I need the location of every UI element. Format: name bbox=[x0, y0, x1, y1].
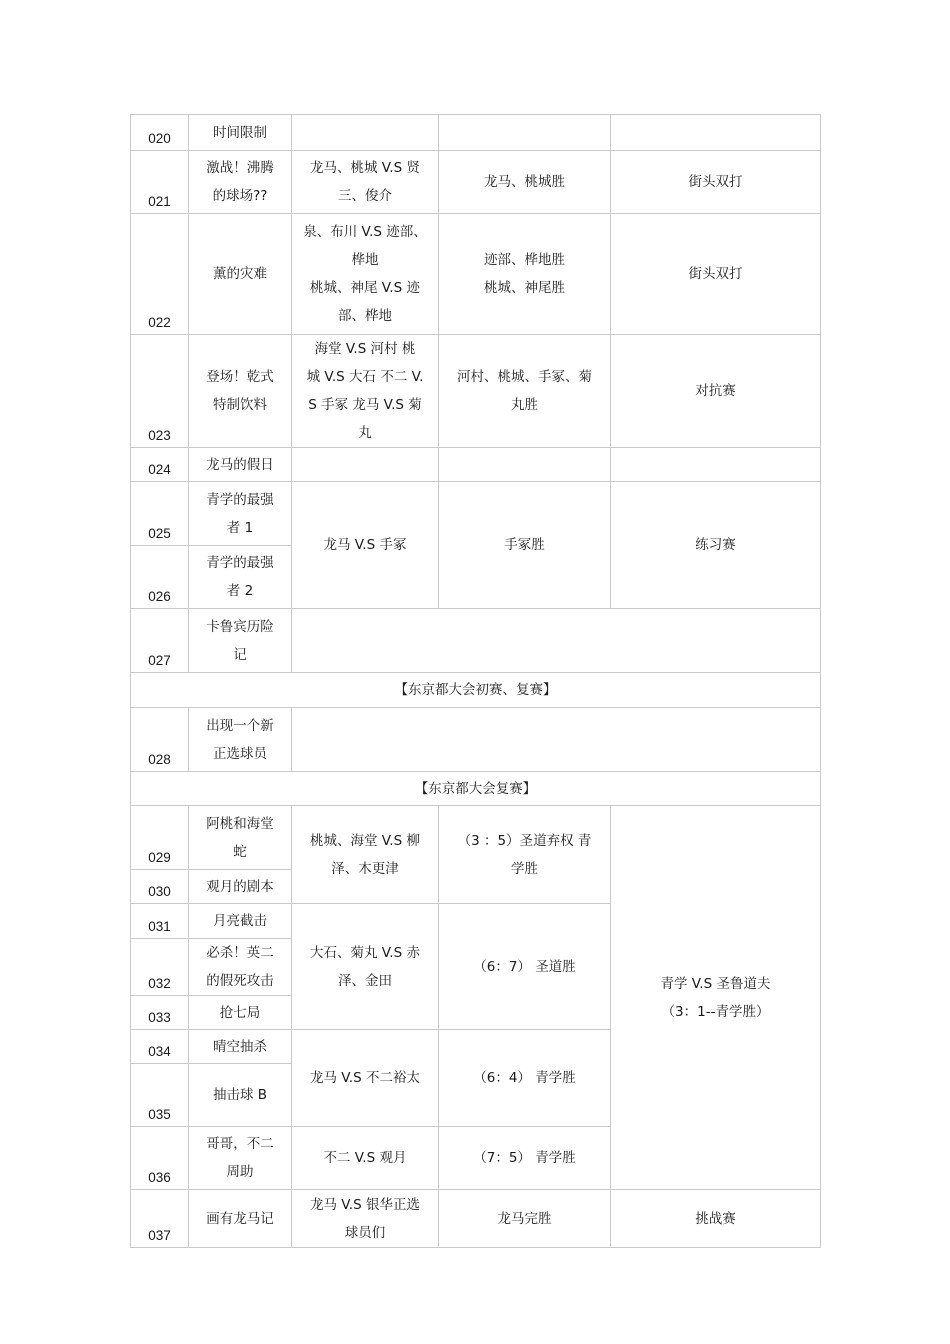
episode-title bbox=[189, 151, 292, 214]
result-cell bbox=[439, 1190, 611, 1248]
cell-line: 龙马 V.S 手冢 bbox=[323, 537, 407, 553]
cell-line: 大石、菊丸 V.S 赤 bbox=[310, 944, 420, 961]
result-cell bbox=[439, 151, 611, 214]
episode-table-body bbox=[131, 115, 821, 1248]
match-cell bbox=[292, 904, 439, 1030]
result-cell bbox=[439, 1127, 611, 1190]
cell-line: 街头双打 bbox=[688, 174, 743, 190]
cell-line: 画有龙马记 bbox=[206, 1210, 274, 1227]
cell-line: 观月的剧本 bbox=[206, 878, 274, 895]
episode-number: 020 bbox=[131, 115, 189, 151]
section-header: 【东京都大会初赛、复赛】 bbox=[131, 673, 821, 708]
episode-title bbox=[189, 1190, 292, 1248]
cell-line: 学胜 bbox=[511, 860, 538, 877]
cell-line: 三、俊介 bbox=[338, 188, 392, 204]
table-row bbox=[131, 708, 821, 772]
match-cell bbox=[292, 1190, 439, 1248]
cell-line: （7：5） 青学胜 bbox=[473, 1150, 576, 1166]
match-cell bbox=[292, 115, 439, 151]
table-row bbox=[131, 609, 821, 673]
episode-title bbox=[189, 1127, 292, 1190]
episode-title bbox=[189, 448, 292, 482]
match-cell bbox=[292, 335, 439, 448]
episode-number: 021 bbox=[131, 151, 189, 214]
type-cell bbox=[611, 151, 821, 214]
cell-line: 不二 V.S 观月 bbox=[323, 1150, 407, 1166]
summary-line: 青学 V.S 圣鲁道夫 bbox=[660, 975, 771, 992]
cell-line: 晴空抽杀 bbox=[213, 1038, 267, 1055]
empty-cell bbox=[292, 609, 821, 673]
episode-number: 026 bbox=[131, 546, 189, 609]
cell-line: 抽击球 B bbox=[212, 1087, 268, 1103]
cell-line: 登场！乾式 bbox=[206, 369, 274, 385]
cell-line: 阿桃和海堂 bbox=[206, 815, 274, 832]
cell-line: 城 V.S 大石 不二 V. bbox=[306, 369, 424, 385]
cell-line: 特制饮料 bbox=[213, 397, 267, 413]
episode-title bbox=[189, 1030, 292, 1064]
cell-line: （6：7） 圣道胜 bbox=[473, 958, 576, 975]
cell-line: 桃城、海堂 V.S 柳 bbox=[310, 832, 420, 849]
cell-line: 抢七局 bbox=[219, 1004, 261, 1021]
cell-line: 青学的最强 bbox=[206, 555, 274, 571]
result-cell bbox=[439, 448, 611, 482]
episode-title bbox=[189, 996, 292, 1030]
cell-line: 泽、金田 bbox=[338, 972, 392, 989]
episode-title bbox=[189, 609, 292, 673]
type-cell bbox=[611, 115, 821, 151]
result-cell bbox=[439, 904, 611, 1030]
episode-number: 025 bbox=[131, 482, 189, 546]
episode-title bbox=[189, 115, 292, 151]
cell-line: 龙马完胜 bbox=[497, 1210, 552, 1227]
cell-line: 卡鲁宾历险 bbox=[206, 618, 274, 635]
cell-line: （3 ：5）圣道弃权 青 bbox=[457, 832, 592, 849]
episode-number: 024 bbox=[131, 448, 189, 482]
match-cell bbox=[292, 482, 439, 609]
cell-line: 练习赛 bbox=[695, 537, 736, 553]
result-cell bbox=[439, 214, 611, 335]
table-row bbox=[131, 482, 821, 546]
episode-number: 035 bbox=[131, 1064, 189, 1127]
episode-number: 022 bbox=[131, 214, 189, 335]
result-cell bbox=[439, 806, 611, 904]
table-row bbox=[131, 1190, 821, 1248]
type-cell bbox=[611, 335, 821, 448]
episode-title bbox=[189, 806, 292, 870]
table-row bbox=[131, 806, 821, 870]
cell-line: 周助 bbox=[226, 1164, 254, 1180]
episode-title bbox=[189, 870, 292, 904]
table-row bbox=[131, 772, 821, 806]
match-cell bbox=[292, 1127, 439, 1190]
table-row bbox=[131, 214, 821, 335]
cell-line: 哥哥，不二 bbox=[206, 1136, 274, 1152]
result-cell bbox=[439, 115, 611, 151]
cell-line: 者 2 bbox=[226, 583, 254, 599]
cell-line: 手冢胜 bbox=[504, 537, 545, 553]
cell-line: 时间限制 bbox=[213, 124, 267, 141]
cell-line: 对抗赛 bbox=[695, 383, 736, 399]
cell-line: 薰的灾难 bbox=[213, 266, 267, 282]
empty-cell bbox=[292, 708, 821, 772]
episode-number: 031 bbox=[131, 904, 189, 939]
match-cell bbox=[292, 1030, 439, 1127]
cell-line: S 手冢 龙马 V.S 菊 bbox=[308, 397, 422, 413]
match-summary-cell bbox=[611, 806, 821, 1190]
episode-number: 028 bbox=[131, 708, 189, 772]
table-row bbox=[131, 673, 821, 708]
cell-line: 的假死攻击 bbox=[206, 973, 274, 989]
cell-line: 海堂 V.S 河村 桃 bbox=[314, 341, 416, 357]
episode-title bbox=[189, 546, 292, 609]
episode-table bbox=[130, 114, 821, 1248]
cell-line: 蛇 bbox=[233, 843, 247, 860]
cell-line: （6：4） 青学胜 bbox=[473, 1070, 576, 1086]
episode-number: 032 bbox=[131, 939, 189, 996]
summary-line: （3：1--青学胜） bbox=[661, 1003, 770, 1020]
cell-line: 正选球员 bbox=[213, 745, 267, 762]
table-row bbox=[131, 151, 821, 214]
cell-line: 桃城、神尾胜 bbox=[484, 280, 565, 296]
type-cell bbox=[611, 1190, 821, 1248]
episode-number: 030 bbox=[131, 870, 189, 904]
episode-title bbox=[189, 708, 292, 772]
cell-line: 桃城、神尾 V.S 迹 bbox=[310, 280, 420, 296]
cell-line: 丸胜 bbox=[511, 397, 538, 413]
episode-number: 034 bbox=[131, 1030, 189, 1064]
episode-title bbox=[189, 482, 292, 546]
result-cell bbox=[439, 482, 611, 609]
table-row bbox=[131, 335, 821, 448]
episode-number: 029 bbox=[131, 806, 189, 870]
episode-number: 037 bbox=[131, 1190, 189, 1248]
cell-line: 激战！沸腾 bbox=[206, 160, 274, 176]
cell-line: 青学的最强 bbox=[206, 491, 274, 508]
result-cell bbox=[439, 335, 611, 448]
cell-line: 泽、木更津 bbox=[331, 860, 399, 877]
cell-line: 记 bbox=[233, 646, 247, 663]
cell-line: 必杀！英二 bbox=[206, 945, 274, 961]
cell-line: 迹部、桦地胜 bbox=[484, 252, 565, 268]
match-cell bbox=[292, 214, 439, 335]
result-cell bbox=[439, 1030, 611, 1127]
episode-title bbox=[189, 939, 292, 996]
cell-line: 球员们 bbox=[344, 1224, 386, 1241]
cell-line: 龙马、桃城 V.S 贤 bbox=[310, 160, 420, 176]
match-cell bbox=[292, 151, 439, 214]
cell-line: 桦地 bbox=[351, 252, 379, 268]
table-row bbox=[131, 448, 821, 482]
episode-title bbox=[189, 335, 292, 448]
cell-line: 龙马 V.S 银华正选 bbox=[310, 1196, 420, 1213]
cell-line: 河村、桃城、手冢、菊 bbox=[457, 369, 592, 385]
type-cell bbox=[611, 482, 821, 609]
match-cell bbox=[292, 806, 439, 904]
episode-number: 036 bbox=[131, 1127, 189, 1190]
cell-line: 者 1 bbox=[226, 519, 254, 536]
cell-line: 龙马 V.S 不二裕太 bbox=[310, 1070, 420, 1086]
cell-line: 龙马的假日 bbox=[206, 456, 274, 473]
cell-line: 龙马、桃城胜 bbox=[484, 174, 565, 190]
cell-line: 丸 bbox=[358, 425, 372, 441]
episode-number: 027 bbox=[131, 609, 189, 673]
match-cell bbox=[292, 448, 439, 482]
episode-number: 033 bbox=[131, 996, 189, 1030]
type-cell bbox=[611, 448, 821, 482]
cell-line: 挑战赛 bbox=[695, 1210, 736, 1227]
cell-line: 出现一个新 bbox=[206, 717, 274, 734]
episode-title bbox=[189, 214, 292, 335]
table-row bbox=[131, 115, 821, 151]
cell-line: 部、桦地 bbox=[338, 308, 392, 324]
type-cell bbox=[611, 214, 821, 335]
episode-number: 023 bbox=[131, 335, 189, 448]
cell-line: 月亮截击 bbox=[213, 913, 267, 929]
section-header: 【东京都大会复赛】 bbox=[131, 772, 821, 806]
cell-line: 街头双打 bbox=[688, 266, 743, 282]
episode-title bbox=[189, 904, 292, 939]
cell-line: 的球场?? bbox=[212, 188, 268, 204]
episode-title bbox=[189, 1064, 292, 1127]
cell-line: 泉、布川 V.S 迹部、 bbox=[303, 224, 427, 240]
